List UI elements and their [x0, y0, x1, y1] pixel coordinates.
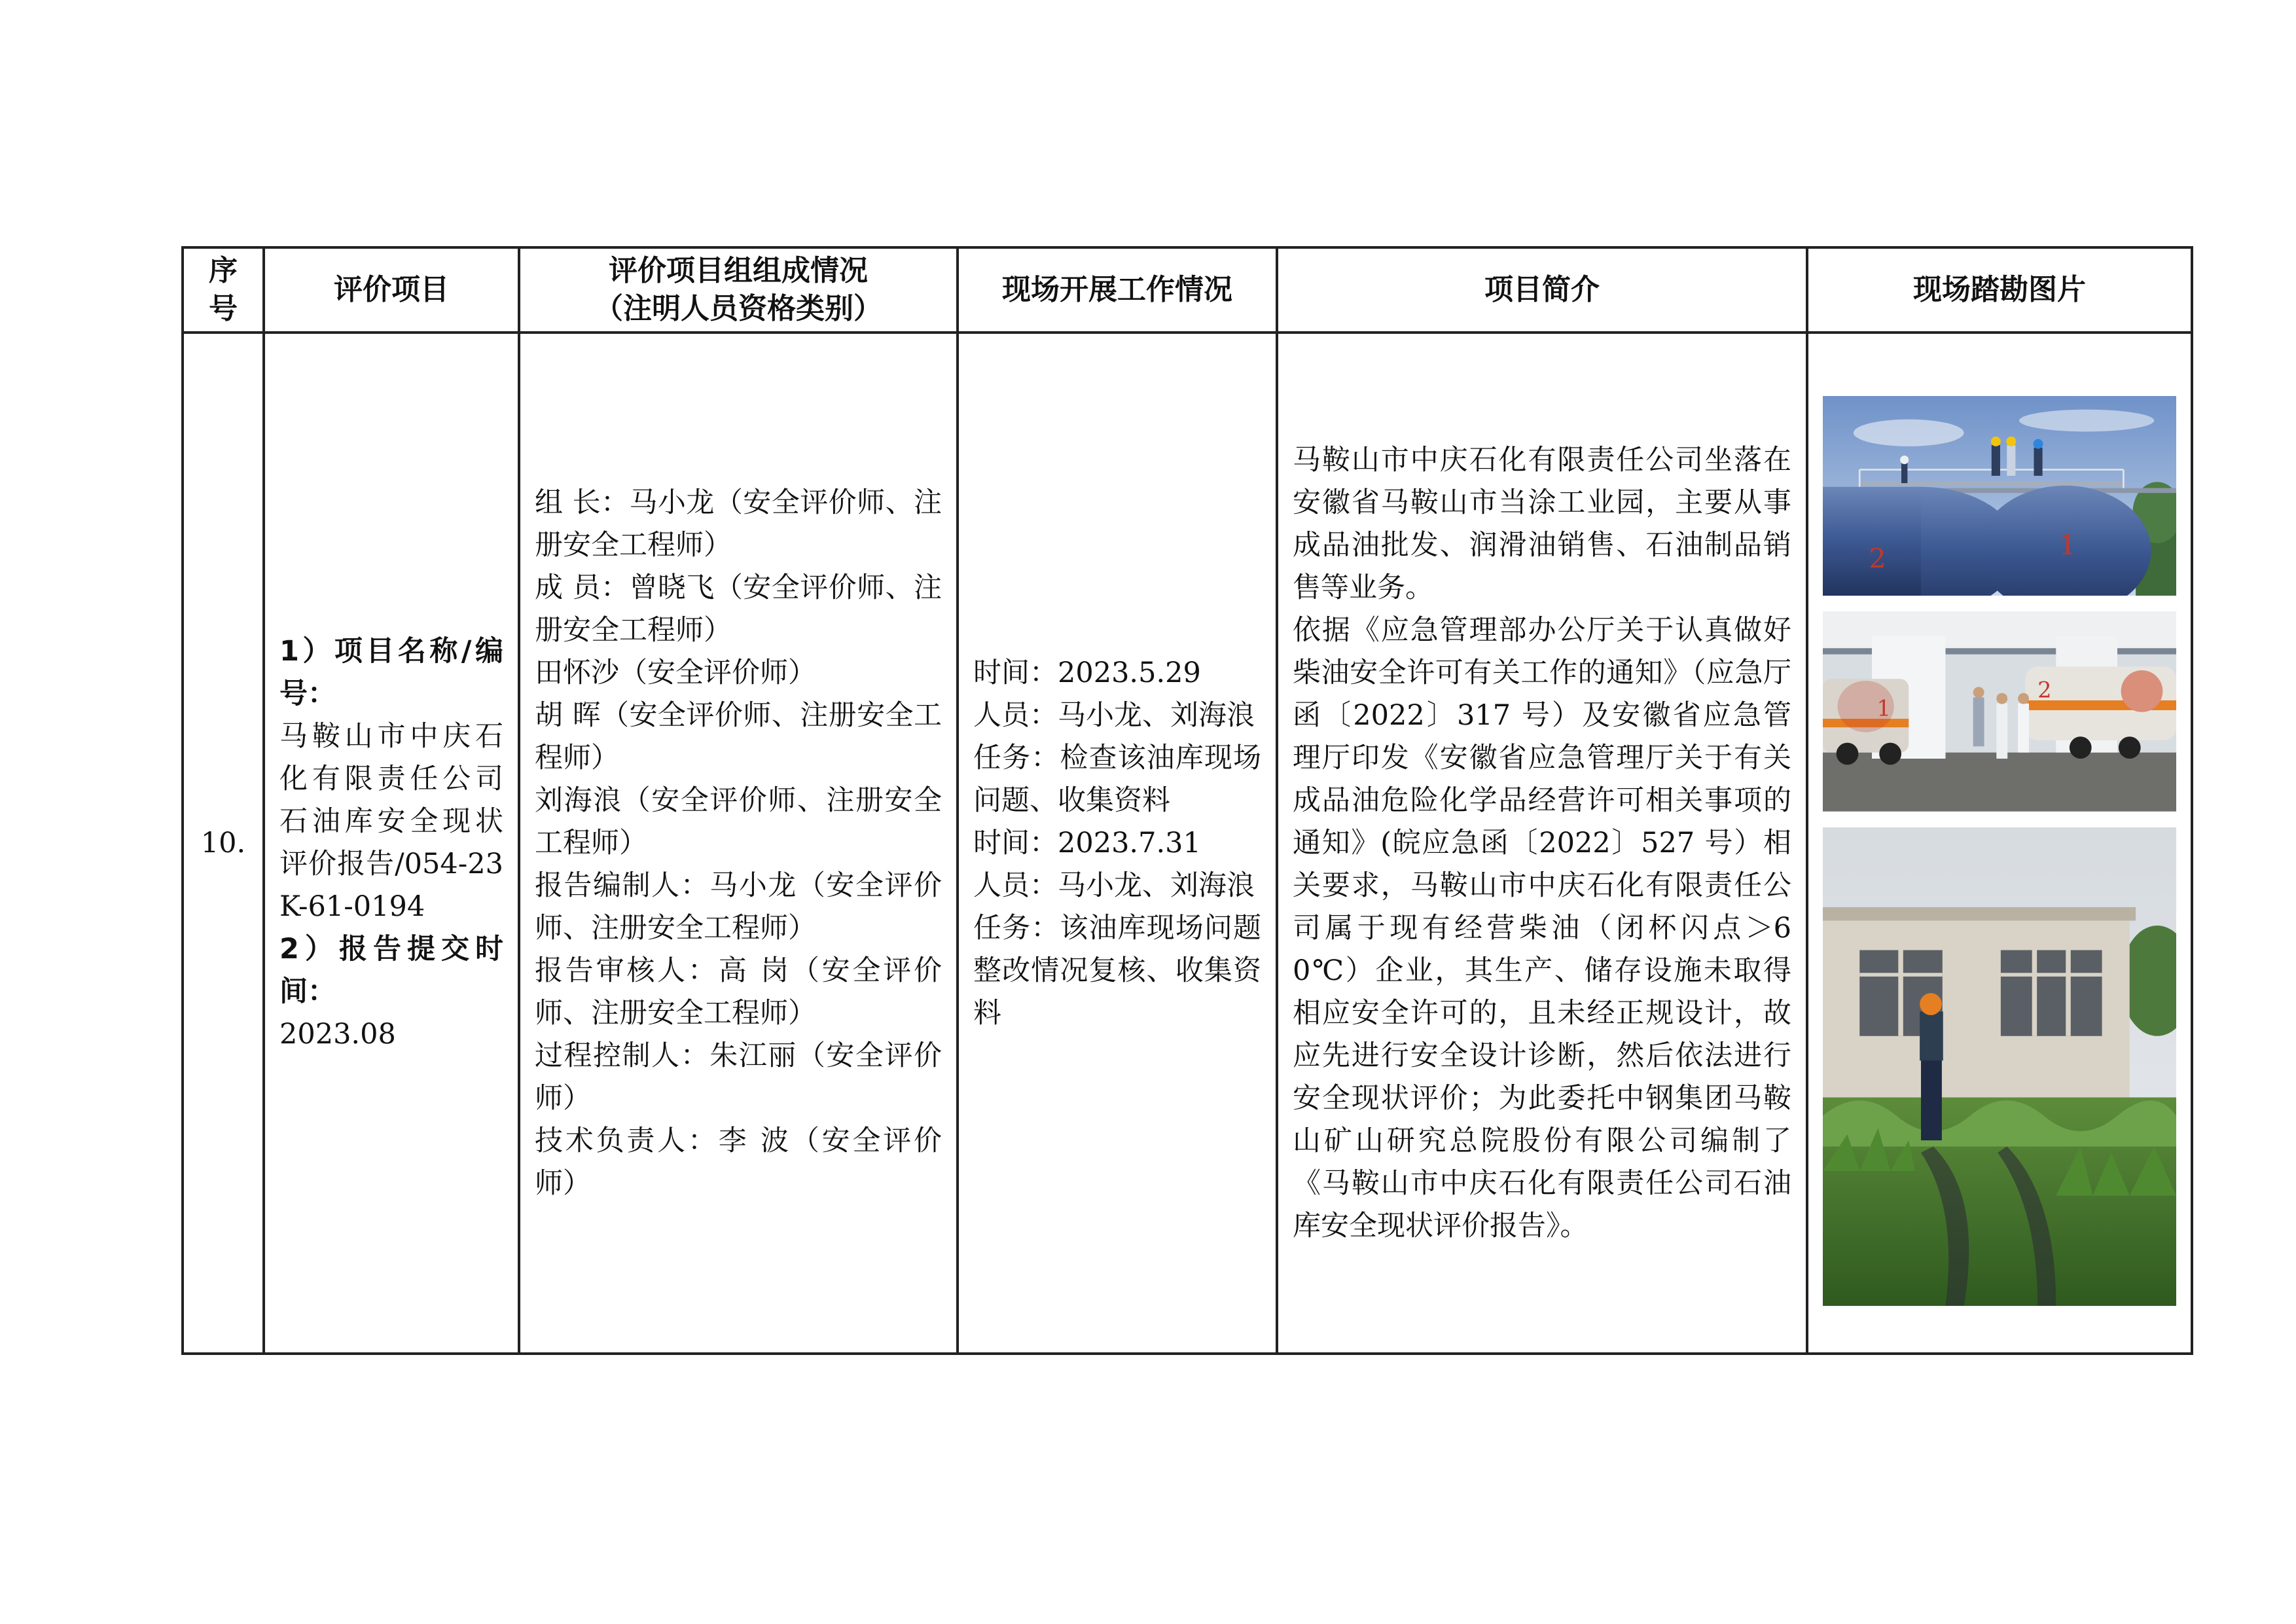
header-team-line1: 评价项目组组成情况	[609, 254, 868, 287]
tank-label-2: 2	[1869, 543, 1886, 575]
work-line: 人员：马小龙、刘海浪	[973, 698, 1255, 732]
work-line: 时间：2023.7.31	[973, 826, 1201, 859]
building-site-image	[1823, 827, 2176, 1306]
tank-label-1: 1	[2058, 529, 2077, 561]
team-line: 过程控制人：朱江丽（安全评价师）	[535, 1039, 942, 1115]
header-work: 现场开展工作情况	[958, 247, 1277, 333]
item-name-value: 马鞍山市中庆石化有限责任公司石油库安全现状评价报告/054-23K-61-0194	[279, 720, 503, 923]
item-submit-value: 2023.08	[279, 1018, 396, 1051]
item-submit-label: 2）报告提交时间：	[279, 933, 503, 1008]
header-seq	[183, 247, 264, 333]
header-team	[519, 247, 958, 333]
intro-paragraph: 依据《应急管理部办公厅关于认真做好柴油安全许可有关工作的通知》（应急厅函〔2022〕317 号）及安徽省应急管理厅印发《安徽省应急管理厅关于有关成品油危险化学品经营许可相关事项的通知》(皖应急函〔2022〕527 号）相关要求，马鞍山市中庆石化有限责任公司属于现有经营柴油（闭杯闪点＞60℃）企业，其生产、储存设施未取得相应安全许可的，且未经正规设计，故应先进行安全设计诊断，然后依法进行安全现状评价；为此委托中钢集团马鞍山矿山研究总院股份有限公司编制了《马鞍山市中庆石化有限责任公司石油库安全现状评价报告》。	[1293, 613, 1791, 1242]
team-line: 田怀沙（安全评价师）	[535, 656, 816, 689]
team-line: 组 长：马小龙（安全评价师、注册安全工程师）	[535, 486, 942, 562]
row-team-cell	[519, 333, 958, 1354]
team-line: 报告审核人：高 岗（安全评价师、注册安全工程师）	[535, 954, 942, 1030]
row-photos-cell	[1807, 333, 2192, 1354]
work-line: 人员：马小龙、刘海浪	[973, 869, 1255, 902]
team-line: 成 员：曾晓飞（安全评价师、注册安全工程师）	[535, 571, 942, 647]
team-line: 报告编制人：马小龙（安全评价师、注册安全工程师）	[535, 869, 942, 945]
row-item-cell	[264, 333, 519, 1354]
work-line: 任务：该油库现场问题整改情况复核、收集资料	[973, 911, 1261, 1030]
photo-building-site	[1823, 827, 2176, 1306]
truck-label-2: 2	[2037, 677, 2052, 703]
header-seq-text: 序号	[209, 254, 238, 325]
item-name-label: 1）项目名称/编号：	[279, 635, 503, 710]
table-row	[183, 333, 2192, 1354]
header-intro: 项目简介	[1277, 247, 1807, 333]
header-photos: 现场踏勘图片	[1807, 247, 2192, 333]
work-line: 时间：2023.5.29	[973, 656, 1201, 689]
team-line: 胡 晖（安全评价师、注册安全工程师）	[535, 698, 942, 774]
row-seq: 10.	[183, 333, 264, 1354]
loading-bay-image	[1823, 611, 2176, 812]
row-work-cell	[958, 333, 1277, 1354]
header-team-line2: （注明人员资格类别）	[594, 292, 882, 325]
header-item: 评价项目	[264, 247, 519, 333]
team-line: 技术负责人：李 波（安全评价师）	[535, 1124, 942, 1200]
intro-paragraph: 马鞍山市中庆石化有限责任公司坐落在安徽省马鞍山市当涂工业园，主要从事成品油批发、润滑油销售、石油制品销售等业务。	[1293, 443, 1791, 604]
row-intro-cell	[1277, 333, 1807, 1354]
storage-tanks-image	[1823, 396, 2176, 596]
work-line: 任务：检查该油库现场问题、收集资料	[973, 741, 1261, 817]
truck-label-1: 1	[1876, 695, 1891, 721]
table-header-row	[183, 247, 2192, 333]
photo-loading-bay	[1823, 611, 2176, 812]
evaluation-table	[181, 246, 2193, 1355]
photo-storage-tanks	[1823, 396, 2176, 596]
team-line: 刘海浪（安全评价师、注册安全工程师）	[535, 784, 942, 859]
